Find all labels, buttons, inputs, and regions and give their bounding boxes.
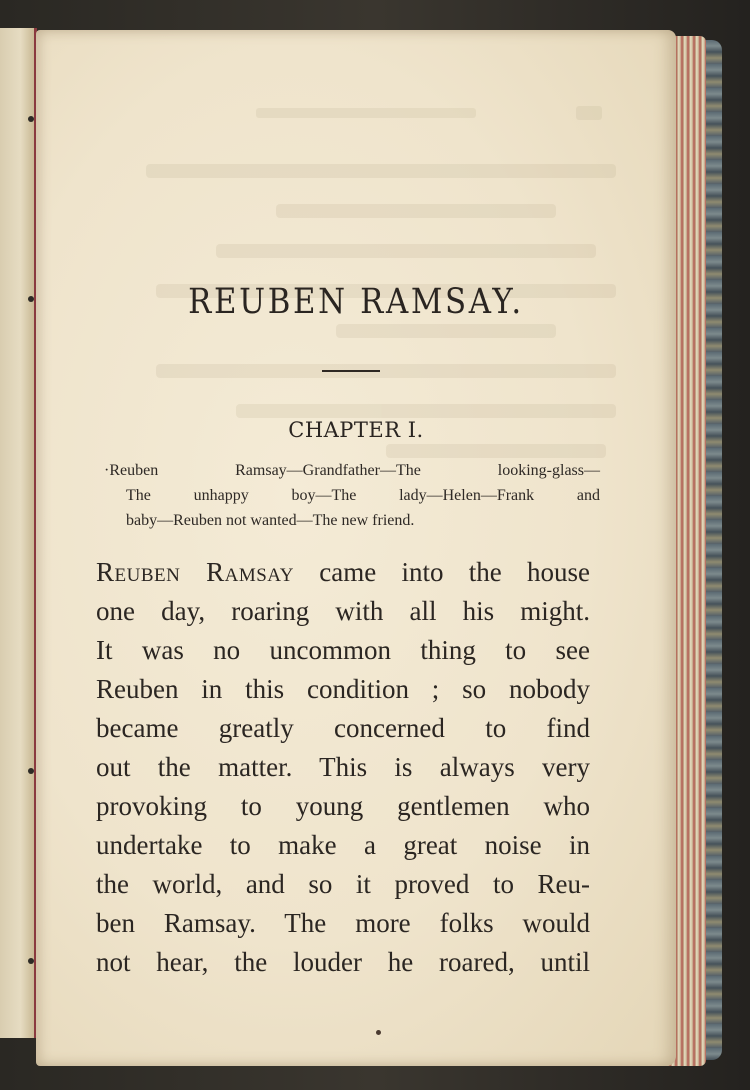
body-line: the world, and so it proved to Reu- <box>96 869 590 899</box>
body-line: It was no uncommon thing to see <box>96 635 590 665</box>
printer-mark <box>376 1030 381 1035</box>
body-line: undertake to make a great noise in <box>96 830 590 860</box>
body-line: Reuben in this condition ; so nobody <box>96 674 590 704</box>
chapter-body <box>96 553 590 982</box>
chapter-synopsis <box>104 458 600 533</box>
opening-words: Reuben Ramsay <box>96 557 294 587</box>
book-title: REUBEN RAMSAY. <box>188 282 524 322</box>
book-page <box>36 30 676 1066</box>
facing-page-edge <box>0 28 37 1038</box>
body-line: one day, roaring with all his might. <box>96 596 590 626</box>
synopsis-line: ·Reuben Ramsay—Grandfather—The looking-glass— <box>104 462 600 479</box>
body-line: provoking to young gentlemen who <box>96 791 590 821</box>
binding-stitch <box>28 768 34 774</box>
body-line <box>96 553 590 592</box>
synopsis-line: The unhappy boy—The lady—Helen—Frank and <box>126 487 600 504</box>
body-line: out the matter. This is always very <box>96 752 590 782</box>
binding-stitch <box>28 296 34 302</box>
binding-stitch <box>28 116 34 122</box>
title-divider <box>322 370 380 372</box>
body-line: ben Ramsay. The more folks would <box>96 908 590 938</box>
binding-stitch <box>28 958 34 964</box>
body-line-text: came into the house <box>294 557 590 587</box>
synopsis-line: baby—Reuben not wanted—The new friend. <box>126 512 415 529</box>
body-line: not hear, the louder he roared, until <box>96 947 590 977</box>
body-line: became greatly concerned to find <box>96 713 590 743</box>
chapter-heading: CHAPTER I. <box>288 418 424 442</box>
